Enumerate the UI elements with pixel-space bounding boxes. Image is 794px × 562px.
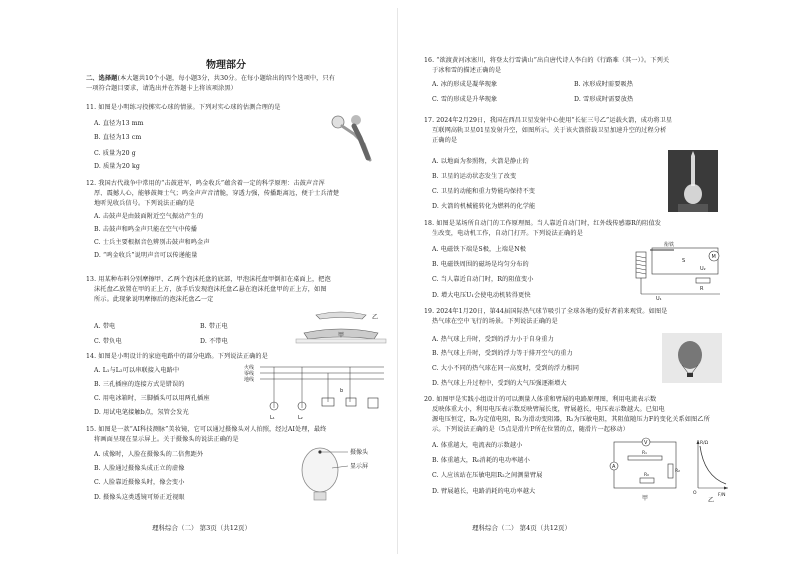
voltage-u1-label: U₁ (656, 296, 662, 300)
q13-stem-1: 13. 用某种布料分别摩擦甲、乙两个泡沫托盘的底部，甲泡沫托盘甲倒扣在桌面上，把泡 (86, 276, 331, 283)
q13-option-c: C. 带负电 (94, 338, 122, 345)
q20-option-c: C. 人应该站在压敏电阻R₂之间测量臂展 (432, 472, 543, 479)
fuse-icon (346, 398, 356, 406)
q17-stem-1: 17. 2024年2月29日，我国在西昌卫星发射中心使用“长征三号乙”运载火箭，成功将卫星 (424, 117, 673, 124)
balloon-basket (687, 373, 693, 377)
switch-s-label: S (682, 258, 686, 264)
q15-option-c: C. 人脸靠近摄像头时，像会变小 (94, 479, 185, 486)
balloon-envelope (678, 341, 702, 369)
q11-option-a: A. 直径为13 mm (94, 120, 144, 127)
rocket-flame (684, 184, 702, 204)
q19-stem-1: 19. 2024年1月20日，第44届国际热气球节吸引了全球各地的爱好者前来观赏。如图是 (424, 308, 668, 315)
q14-stem: 14. 如图是小明设计的家庭电路中的部分电路。下列说法正确的是 (86, 353, 268, 360)
q20-option-b: B. 体重越大，R₀消耗的电功率越小 (432, 457, 530, 464)
q14-option-c: C. 用电冰箱时，三脚插头可以用两孔插座 (94, 395, 210, 402)
q13-option-d: D. 不带电 (200, 338, 228, 345)
section-title: 物理部分 (206, 60, 246, 71)
pressure-resistor-r2 (668, 464, 673, 478)
q16-option-b: B. 冰形成时需要吸热 (574, 81, 634, 88)
q12-stem-3: 地听见收兵信号。下列说法正确的是 (94, 200, 195, 207)
household-circuit-figure (244, 362, 386, 422)
q17-option-c: C. 卫星的动能和重力势能均保持不变 (432, 188, 536, 195)
q16-stem-2: 于冰和雪的描述正确的是 (432, 67, 502, 74)
ammeter-label: A (612, 464, 616, 470)
q18-option-d: D. 增大电压U₁会使电动机转得更快 (432, 292, 531, 299)
coil-windings (636, 256, 646, 274)
q12-stem-2: 厚、震撼人心，能够鼓舞士气；鸣金声声音清脆，穿透力强，传播距离远，便于士兵清楚 (94, 190, 340, 197)
q11-option-d: D. 质量为20 kg (94, 163, 140, 170)
body-shape (354, 126, 368, 158)
fire-wire-label: 火线 (244, 365, 255, 371)
q15-option-d: D. 摄像头这类透镜可矫正近视眼 (94, 494, 185, 501)
q20-option-a: A. 体重越大，电流表的示数越小 (432, 442, 523, 449)
q19-stem-2: 热气球在空中飞行的场景。下列说法正确的是 (432, 318, 558, 325)
column-divider (397, 8, 398, 554)
q20-stem-2: 反映体重大小，利用电压表示数反映臂展长度，臂展越长，电压表示数越大。已知电 (432, 406, 665, 413)
q17-option-a: A. 以地面为参照物，火箭是静止的 (432, 158, 529, 165)
tray-yi-label: 乙 (372, 314, 379, 321)
q18-option-a: A. 电磁铁下端是S极，上端是N极 (432, 246, 527, 253)
q14-option-b: B. 三孔插座的连接方式是错误的 (94, 381, 185, 388)
q20-option-d: D. 臂展越长，电路消耗的电功率越大 (432, 488, 536, 495)
figure-jia-label: 甲 (642, 495, 649, 502)
sensor-r-label: R (700, 286, 704, 292)
voltage-u2-label: U₂ (700, 266, 706, 272)
q12-option-c: C. 士兵主要根据音色辨别击鼓声和鸣金声 (94, 239, 210, 246)
q13-stem-2: 沫托盘乙放置在甲的正上方，放手后发现泡沫托盘乙悬在泡沫托盘甲的正上方，如图 (94, 286, 327, 293)
q19-option-a: A. 热气球上升时，受到的浮力小于自身重力 (432, 336, 554, 343)
point-b-label: b (340, 388, 344, 394)
camera-label: 摄像头 (350, 449, 369, 456)
q12-stem-1: 12. 我国古代战争中常用的“击鼓进军，鸣金收兵”蕴含着一定的科学原理：击鼓声音浑 (86, 180, 325, 187)
voltmeter-label: V (644, 440, 648, 446)
q17-stem-2: 互联网高轨卫星01星发射升空，如图所示。关于该火箭搭载卫星加速升空的过程分析 (432, 127, 667, 134)
resistor-r0-label: R₀ (644, 473, 649, 478)
q11-stem: 11. 如图是小明练习投掷实心球的情景。下列对实心球的估测合理的是 (86, 104, 281, 111)
q16-stem-1: 16. “欲渡黄河冰塞川，将登太行雪满山”出自唐代诗人李白的《行路难（其一）》。下列关 (424, 57, 670, 64)
ai-mirror-figure (298, 444, 384, 506)
section-intro: 二、选择题(本大题共10个小题，每小题3分，共30分。在每小题给出的四个选项中，只有 (86, 75, 336, 82)
launch-pad (678, 204, 708, 212)
mirror-base (314, 492, 326, 500)
ground-wire-label: 地线 (244, 377, 255, 383)
resistance-force-graph (692, 436, 732, 504)
auto-door-circuit-figure (630, 238, 726, 300)
q13-option-b: B. 带正电 (200, 323, 228, 330)
section-intro-2: 一项符合题目要求，请选出并在答题卡上将该项涂黑） (86, 85, 237, 92)
q20-stem-3: 源电压恒定，R₀为定值电阻，R₁为滑动变阻器，R₂为压敏电阻，其阻值随压力F的变化关系如图乙所 (432, 416, 710, 423)
motor-label: M (711, 254, 716, 260)
head-shape (351, 115, 361, 125)
tray-jia-label: 甲 (338, 332, 345, 339)
rocket-body (691, 156, 695, 186)
table-surface (296, 339, 386, 343)
q15-option-b: B. 人脸通过摄像头成正立的虚像 (94, 465, 185, 472)
shot-put-figure (326, 112, 381, 162)
q12-option-a: A. 击鼓声是由鼓面附近空气振动产生的 (94, 213, 204, 220)
rheostat-r1 (628, 456, 662, 460)
three-hole-socket-icon (368, 398, 378, 408)
rocket-launch-figure (668, 150, 718, 212)
q15-option-a: A. 成像时，人脸在摄像头的二倍焦距外 (94, 451, 204, 458)
graph-x-arrow (724, 487, 728, 490)
graph-y-label: R/Ω (700, 441, 709, 446)
q17-option-b: B. 卫星的运动状态发生了改变 (432, 173, 517, 180)
q19-option-d: D. 热气球上升过程中，受到的大气压强逐渐增大 (432, 380, 567, 387)
q16-option-a: A. 冰的形成是凝华现象 (432, 81, 498, 88)
resistance-curve (700, 446, 726, 484)
q18-stem-2: 生改变，电动机工作，自动门打开。下列说法正确的是 (432, 230, 583, 237)
tray-yi-shape (316, 312, 366, 319)
q15-stem-2: 将画面呈现在显示屏上。关于摄像头的说法正确的是 (94, 436, 239, 443)
q19-option-c: C. 大小不同的热气球在同一高度时，受到的浮力相同 (432, 365, 580, 372)
q13-option-a: A. 带电 (94, 323, 116, 330)
left-footer: 理科综合（二） 第3页（共12页） (152, 524, 251, 532)
q18-stem-1: 18. 如图是某场所自动门的工作原理图。当人靠近自动门时，红外线传感器R的阻值发 (424, 220, 662, 227)
q18-option-c: C. 当人靠近自动门时，R的阻值变小 (432, 276, 534, 283)
q12-option-b: B. 击鼓声和鸣金声只能在空气中传播 (94, 226, 198, 233)
zero-wire-label: 零线 (244, 371, 255, 377)
q15-stem-1: 15. 如图是一款“AI科技测脉”美妆镜，它可以通过摄像头对人拍照，经过AI处理，最终 (86, 426, 327, 433)
q17-option-d: D. 火箭的机械能转化为燃料的化学能 (432, 203, 536, 210)
q17-stem-3: 正确的是 (432, 137, 458, 144)
q11-option-b: B. 直径为13 cm (94, 134, 142, 141)
pressure-resistor-label: R₂ (675, 469, 680, 474)
sensor-resistor-icon (696, 278, 710, 283)
graph-x-label: F/N (718, 493, 726, 498)
arm-span-circuit-figure (606, 436, 686, 504)
foam-trays-figure (294, 307, 388, 347)
q20-stem-4: 示。下列说法正确的是（5点是滑片P所在位置的点，随滑片一起移动） (432, 426, 629, 433)
q16-option-d: D. 雪形成时需要放热 (574, 96, 634, 103)
q19-option-b: B. 热气球上升时，受到的浮力等于排开空气的重力 (432, 350, 573, 357)
figure-yi-label: 乙 (708, 497, 715, 504)
rheostat-r1-label: R₁ (642, 451, 647, 456)
screen-label: 显示屏 (350, 463, 369, 470)
lamp-l1-label: L₁ (270, 415, 275, 421)
q13-stem-3: 所示。此现象说明摩擦后的泡沫托盘乙一定 (94, 296, 214, 303)
q18-option-b: B. 电磁铁周围的磁场是均匀分布的 (432, 261, 529, 268)
q11-option-c: C. 质量为20 g (94, 150, 136, 157)
armature-label: 衔铁 (664, 242, 675, 248)
q14-option-a: A. L₁与L₂可以串联接入电路中 (94, 367, 180, 374)
camera-dot (318, 450, 321, 453)
mirror-shape (302, 448, 338, 492)
right-footer: 理科综合（二） 第4页（共12页） (472, 524, 571, 532)
q20-stem-1: 20. 如图甲是实践小组设计的可以测量人体重和臂展的电路原理图，利用电流表示数 (424, 396, 657, 403)
q14-option-d: D. 用试电笔接触b点，氖管会发光 (94, 409, 189, 416)
q12-option-d: D. “鸣金收兵”说明声音可以传递能量 (94, 252, 198, 259)
q16-option-c: C. 雪的形成是升华现象 (432, 96, 498, 103)
lamp-l2-label: L₂ (298, 415, 303, 421)
hot-air-balloon-figure (662, 333, 722, 383)
graph-origin-label: O (693, 491, 697, 496)
resistor-r0 (640, 478, 654, 483)
